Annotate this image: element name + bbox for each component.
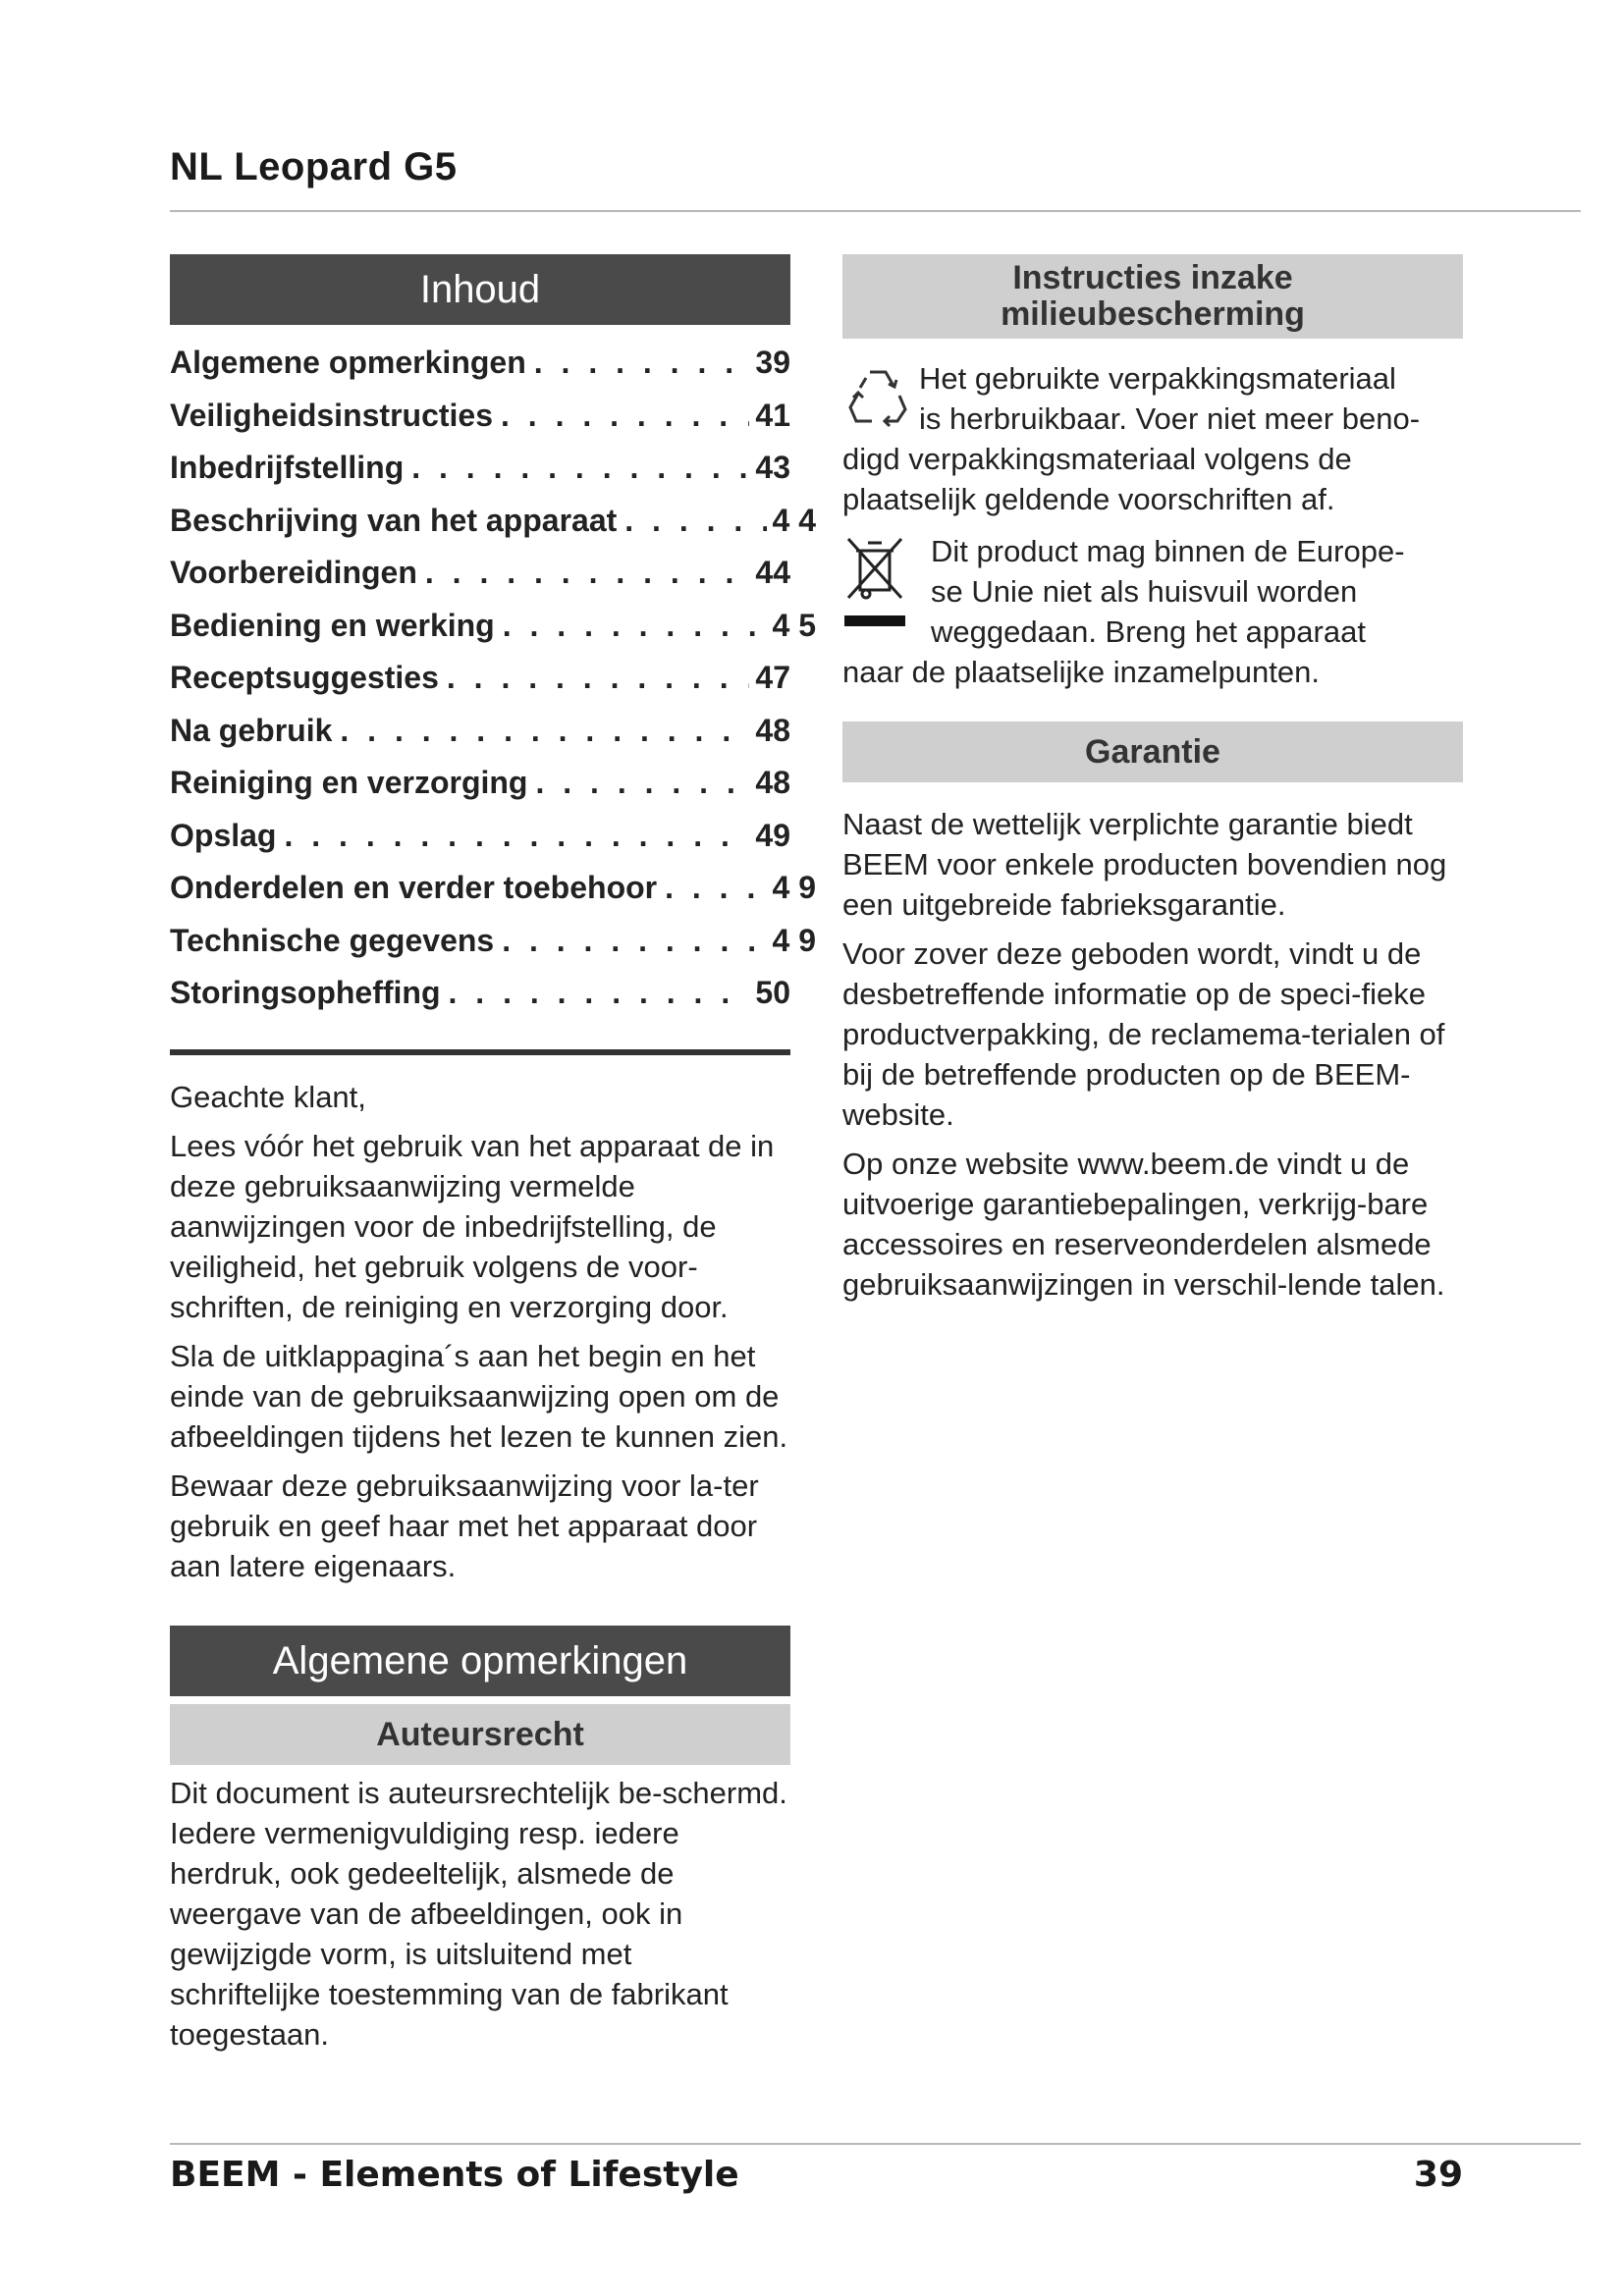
toc-leader-dots: [441, 967, 750, 1020]
toc-entry-title: Technische gegevens: [170, 922, 495, 958]
left-column: [170, 254, 816, 2055]
crossed-bin-icon: [842, 533, 911, 646]
toc-entry-page: 39: [755, 345, 790, 380]
environment-heading-line-2: milieubescherming: [1001, 295, 1305, 333]
toc-entry-page: 47: [755, 660, 790, 695]
toc-leader-dots: [494, 915, 766, 968]
recycle-line-3: digd verpakkingsmateriaal volgens de: [842, 442, 1352, 476]
toc-leader-dots: [332, 705, 749, 758]
toc-entry-page: 48: [755, 712, 790, 748]
environment-heading-line-1: Instructies inzake: [1012, 259, 1293, 296]
copyright-text: Dit document is auteursrechtelijk be-schermd. Iedere vermenigvuldiging resp. iedere herdruk, ook gedeeltelijk, alsmede de weergave van de afbeeldingen, ook in gewijzigde vorm, is uitsluitend met schriftelijke toestemming van de fabrikant toegestaan.: [170, 1775, 787, 2052]
toc-entry-title: Algemene opmerkingen: [170, 345, 526, 380]
toc-entry-page: 4 9: [772, 870, 816, 905]
toc-entry-page: 4 4: [772, 502, 816, 538]
toc-entry-page: 50: [755, 975, 790, 1010]
toc-entry-na-gebruik[interactable]: [170, 705, 790, 758]
page-number: 39: [1413, 2155, 1463, 2195]
toc-entry-reiniging[interactable]: [170, 757, 790, 810]
toc-entry-storingsopheffing[interactable]: [170, 967, 790, 1020]
recycle-line-1: Het gebruikte verpakkingsmateriaal: [919, 361, 1396, 396]
toc-entry-title: Onderdelen en verder toebehoor: [170, 870, 658, 905]
toc-entry-beschrijving[interactable]: [170, 495, 816, 548]
toc-entry-inbedrijfstelling[interactable]: [170, 442, 790, 495]
toc-entry-opslag[interactable]: [170, 810, 790, 863]
warranty-paragraph-2: Voor zover deze geboden wordt, vindt u de desbetreffende informatie op de speci-fieke productverpakking, de reclamema-terialen of bij de betreffende producten op de BEEM-website.: [842, 936, 1445, 1132]
page-header: [170, 145, 1581, 189]
toc-entry-algemene-opmerkingen[interactable]: [170, 337, 790, 390]
toc-leader-dots: [657, 862, 766, 915]
header-rule: [170, 210, 1581, 212]
toc-entry-page: 48: [755, 765, 790, 800]
toc-entry-bediening[interactable]: [170, 600, 816, 653]
warranty-heading: Garantie: [842, 721, 1463, 782]
toc-entry-title: Beschrijving van het apparaat: [170, 502, 618, 538]
toc-entry-title: Reiniging en verzorging: [170, 765, 528, 800]
weee-line-1: Dit product mag binnen de Europe-: [931, 534, 1405, 568]
toc-heading: Inhoud: [170, 254, 790, 325]
general-heading: Algemene opmerkingen: [170, 1626, 790, 1696]
warranty-section: [842, 804, 1463, 1305]
toc-entry-title: Opslag: [170, 817, 277, 853]
toc-entry-page: 41: [755, 397, 790, 433]
right-column: [842, 254, 1463, 1305]
warranty-paragraph-3: Op onze website www.beem.de vindt u de uitvoerige garantiebepalingen, verkrijg-bare accessoires en reserveonderdelen alsmede gebruiksaanwijzingen in verschil-lende talen.: [842, 1147, 1445, 1302]
toc-leader-dots: [417, 547, 750, 600]
toc-leader-dots: [493, 390, 749, 443]
toc-entry-title: Voorbereidingen: [170, 555, 417, 590]
table-of-contents: [170, 337, 816, 1020]
toc-entry-title: Receptsuggesties: [170, 660, 439, 695]
toc-entry-page: 4 9: [772, 922, 816, 958]
toc-entry-title: Veiligheidsinstructies: [170, 397, 493, 433]
toc-leader-dots: [439, 652, 750, 705]
recycle-line-2: is herbruikbaar. Voer niet meer beno-: [919, 401, 1421, 436]
toc-entry-technische-gegevens[interactable]: [170, 915, 816, 968]
toc-leader-dots: [617, 495, 766, 548]
warranty-paragraph-1: Naast de wettelijk verplichte garantie biedt BEEM voor enkele producten bovendien nog een uitgebreide fabrieksgarantie.: [842, 807, 1447, 922]
environment-heading: [842, 254, 1463, 339]
toc-leader-dots: [404, 442, 749, 495]
weee-notice: [842, 531, 1463, 692]
toc-entry-page: 44: [755, 555, 790, 590]
intro-paragraph-1: Lees vóór het gebruik van het apparaat de in deze gebruiksaanwijzing vermelde aanwijzingen voor de inbedrijfstelling, de veiligheid, het gebruik volgens de voor-schriften, de reiniging en verzorging door.: [170, 1128, 775, 1324]
toc-entry-title: Na gebruik: [170, 712, 333, 748]
toc-entry-page: 43: [755, 450, 790, 485]
weee-line-2: se Unie niet als huisvuil worden: [931, 574, 1358, 609]
recycle-line-4: plaatselijk geldende voorschriften af.: [842, 482, 1335, 516]
toc-entry-title: Bediening en werking: [170, 607, 495, 643]
page-title: NL Leopard G5: [170, 145, 458, 188]
intro-section: [170, 1077, 790, 1586]
toc-entry-receptsuggesties[interactable]: [170, 652, 790, 705]
footer-rule: [170, 2143, 1581, 2145]
toc-leader-dots: [526, 337, 750, 390]
intro-paragraph-2: Sla de uitklappagina´s aan het begin en het einde van de gebruiksaanwijzing open om de afbeeldingen tijdens het lezen te kunnen zien.: [170, 1338, 788, 1454]
toc-entry-veiligheidsinstructies[interactable]: [170, 390, 790, 443]
footer-brand: BEEM - Elements of Lifestyle: [170, 2155, 739, 2195]
recycle-icon: [842, 362, 913, 438]
toc-entry-voorbereidingen[interactable]: [170, 547, 790, 600]
toc-entry-page: 4 5: [772, 607, 816, 643]
intro-paragraph-3: Bewaar deze gebruiksaanwijzing voor la-ter gebruik en geef haar met het apparaat door aan latere eigenaars.: [170, 1468, 759, 1583]
toc-entry-onderdelen[interactable]: [170, 862, 816, 915]
section-divider: [170, 1049, 790, 1055]
weee-line-3: weggedaan. Breng het apparaat: [931, 614, 1366, 649]
toc-entry-title: Storingsopheffing: [170, 975, 441, 1010]
toc-entry-title: Inbedrijfstelling: [170, 450, 405, 485]
recycle-notice: [842, 358, 1463, 519]
weee-line-4: naar de plaatselijke inzamelpunten.: [842, 655, 1320, 689]
toc-leader-dots: [527, 757, 749, 810]
toc-entry-page: 49: [755, 817, 790, 853]
greeting: Geachte klant,: [170, 1079, 366, 1114]
toc-leader-dots: [276, 810, 749, 863]
copyright-heading: Auteursrecht: [170, 1704, 790, 1765]
toc-leader-dots: [495, 600, 767, 653]
